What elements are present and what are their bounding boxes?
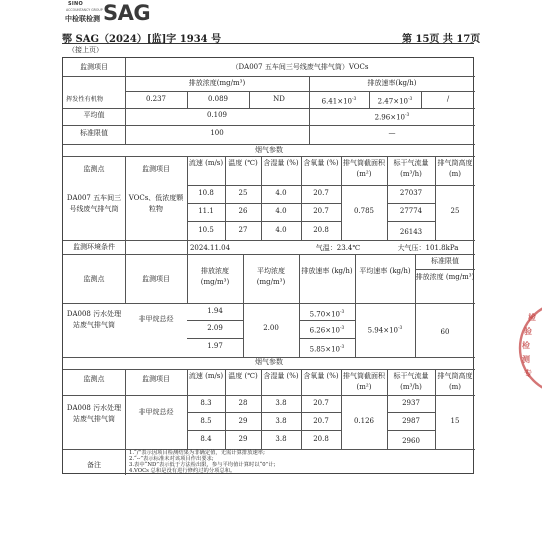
- continued-note: （接上页）: [68, 46, 103, 54]
- flue2-r1-temp: 28: [238, 399, 248, 407]
- da008-h-item: 监测项目: [142, 275, 170, 283]
- flue1-h-item: 监测项目: [142, 165, 170, 173]
- flue1-h-area: 排气筒截面积(m²): [343, 159, 385, 178]
- flue1-r2-oxygen: 20.7: [313, 207, 329, 215]
- note-2: 2.“--”表示标准未对该项目作出要求;: [129, 456, 214, 462]
- note-1: 1.“/”表示因项目检测结果为非确定值，无需计算排放速率;: [129, 450, 265, 456]
- flue1-r1-speed: 10.8: [198, 189, 214, 197]
- da008-rate-1: $5.70\times 10^{-3}$: [309, 310, 345, 319]
- flue1-h-moisture: 含湿量 (%): [263, 159, 299, 167]
- vocs-rate-2: $2.47\times 10^{-3}$: [377, 97, 413, 106]
- flue2-h-point: 监测点: [83, 375, 105, 383]
- da008-avg-conc: 2.00: [263, 324, 279, 332]
- flue1-h-flow: 标干气流量(m³/h): [393, 159, 429, 178]
- flue1-r1-moisture: 4.0: [275, 189, 287, 197]
- da008-rate-2: $6.26\times 10^{-3}$: [309, 326, 345, 335]
- report-table: [62, 57, 474, 474]
- flue2-r3-oxygen: 20.8: [313, 435, 329, 443]
- report-number: 鄂 SAG（2024）[监]字 1934 号: [62, 34, 222, 45]
- vocs-item-label: 监测项目: [80, 63, 108, 71]
- flue2-h-temp: 温度 (℃): [228, 372, 258, 380]
- flue2-r2-flow: 2987: [402, 417, 420, 425]
- vocs-limit-label: 标准限值: [80, 129, 108, 137]
- vocs-limit-rate: —: [388, 129, 396, 137]
- flue2-r2-speed: 8.5: [200, 417, 212, 425]
- flue2-h-speed: 流速 (m/s): [188, 372, 224, 380]
- flue2-r3-temp: 29: [238, 435, 248, 443]
- flue2-r3-speed: 8.4: [200, 435, 212, 443]
- note-3: 3.表中“ND”表示低于方法检出限，参与平均值计算时以“0”计;: [129, 462, 276, 468]
- flue1-h-oxygen: 含氧量 (%): [303, 159, 339, 167]
- seal-stamp: 检 验 检 测 专: [514, 292, 542, 404]
- flue2-h-oxygen: 含氧量 (%): [303, 372, 339, 380]
- flue1-r3-moisture: 4.0: [275, 226, 287, 234]
- flue1-point: DA007 五车间三号线废气排气筒: [66, 194, 122, 213]
- flue1-h-height: 排气筒高度(m): [437, 159, 473, 178]
- conditions-date: 2024.11.04: [189, 244, 231, 252]
- vocs-item-value: （DA007 五车间三号线废气排气筒）VOCs: [231, 63, 369, 71]
- vocs-rate-3: /: [446, 95, 450, 103]
- flue1-title: 烟气参数: [255, 146, 283, 154]
- note-4: 4.VOCs 总和是没有进行修约过的分项总和。: [129, 468, 236, 474]
- vocs-conc-2: 0.089: [207, 95, 229, 103]
- flue2-r2-moisture: 3.8: [275, 417, 287, 425]
- da008-conc-3: 1.97: [207, 342, 223, 350]
- flue1-r2-speed: 11.1: [198, 207, 214, 215]
- header-rule: [62, 43, 474, 44]
- conditions-pressure: 大气压：101.8kPa: [397, 244, 459, 252]
- logo-sino-text: SINO: [68, 1, 84, 7]
- flue1-r3-oxygen: 20.8: [313, 226, 329, 234]
- flue2-r3-flow: 2960: [402, 437, 420, 445]
- flue2-r1-oxygen: 20.7: [313, 399, 329, 407]
- flue2-r2-temp: 29: [238, 417, 248, 425]
- flue1-r3-temp: 27: [238, 226, 248, 234]
- flue2-r2-oxygen: 20.7: [313, 417, 329, 425]
- logo-cn-text: 中检联检测: [65, 15, 100, 23]
- page-number: 第 15页 共 17页: [402, 34, 481, 45]
- flue1-r1-oxygen: 20.7: [313, 189, 329, 197]
- logo-sub-text: ACCOUNTANCY GROUP: [66, 8, 103, 12]
- vocs-avg-rate: $2.96\times 10^{-3}$: [374, 113, 410, 122]
- flue1-r1-temp: 25: [238, 189, 248, 197]
- vocs-avg-conc: 0.109: [206, 111, 228, 119]
- da008-h-avg-conc: 平均浓度 (mg/m³): [256, 267, 286, 286]
- vocs-rate-header: 排放速率(kg/h): [367, 79, 417, 87]
- flue1-r2-flow: 27774: [399, 207, 423, 215]
- flue1-r2-moisture: 4.0: [275, 207, 287, 215]
- flue2-point: DA008 污水处理站废气排气筒: [66, 404, 122, 423]
- da008-item: 非甲烷总烃: [138, 315, 174, 323]
- flue1-area: 0.785: [353, 207, 375, 215]
- vocs-conc-1: 0.237: [145, 95, 167, 103]
- notes-label: 备注: [87, 461, 101, 469]
- flue1-r1-flow: 27037: [399, 189, 423, 197]
- flue2-title: 烟气参数: [255, 358, 283, 366]
- flue2-h-area: 排气筒截面积(m²): [343, 372, 385, 391]
- vocs-avg-label: 平均值: [83, 111, 105, 119]
- da008-conc-2: 2.09: [207, 324, 223, 332]
- da008-limit: 60: [440, 328, 450, 336]
- flue1-h-temp: 温度 (℃): [228, 159, 258, 167]
- company-logo: [60, 2, 150, 30]
- flue2-height: 15: [450, 417, 460, 425]
- flue1-r2-temp: 26: [238, 207, 248, 215]
- conditions-temp: 气温：23.4℃: [315, 244, 361, 252]
- da008-point: DA008 污水处理站废气排气筒: [66, 310, 122, 329]
- flue2-h-moisture: 含湿量 (%): [263, 372, 299, 380]
- da008-h-avg-rate: 平均速率 (kg/h): [359, 267, 411, 275]
- conditions-label: 监测环境条件: [73, 243, 115, 251]
- flue1-h-speed: 流速 (m/s): [188, 159, 224, 167]
- da008-avg-rate: $5.94\times 10^{-3}$: [367, 326, 403, 335]
- flue2-h-height: 排气筒高度(m): [437, 372, 473, 391]
- vocs-conc-header: 排放浓度(mg/m³): [188, 79, 246, 87]
- flue2-area: 0.126: [353, 417, 375, 425]
- vocs-conc-3: ND: [273, 95, 285, 103]
- flue1-height: 25: [450, 207, 460, 215]
- da008-rate-3: $5.85\times 10^{-3}$: [309, 345, 345, 354]
- vocs-rate-1: $6.41\times 10^{-3}$: [321, 97, 357, 106]
- flue1-h-point: 监测点: [83, 165, 105, 173]
- flue2-r1-flow: 2937: [402, 399, 420, 407]
- da008-h-limit: 标准限值: [431, 257, 459, 265]
- flue2-r1-speed: 8.3: [200, 399, 212, 407]
- da008-h-rate: 排放速率 (kg/h): [301, 267, 353, 275]
- flue1-r3-flow: 26143: [399, 228, 423, 236]
- flue2-r3-moisture: 3.8: [275, 435, 287, 443]
- flue2-item: 非甲烷总烃: [138, 408, 174, 416]
- da008-h-conc: 排放浓度 (mg/m³): [200, 267, 230, 286]
- logo-sag-text: SAG: [103, 1, 151, 25]
- vocs-row-label: 挥发性有机物: [66, 96, 104, 103]
- da008-conc-1: 1.94: [207, 307, 223, 315]
- flue1-r3-speed: 10.5: [198, 226, 214, 234]
- da008-h-point: 监测点: [83, 275, 105, 283]
- flue1-item: VOCs、低浓度颗粒物: [128, 194, 184, 213]
- vocs-limit-conc: 100: [210, 129, 224, 137]
- flue2-r1-moisture: 3.8: [275, 399, 287, 407]
- flue2-h-item: 监测项目: [142, 375, 170, 383]
- da008-h-limit-conc: 排放浓度 (mg/m³): [415, 273, 475, 281]
- flue2-h-flow: 标干气流量(m³/h): [393, 372, 429, 391]
